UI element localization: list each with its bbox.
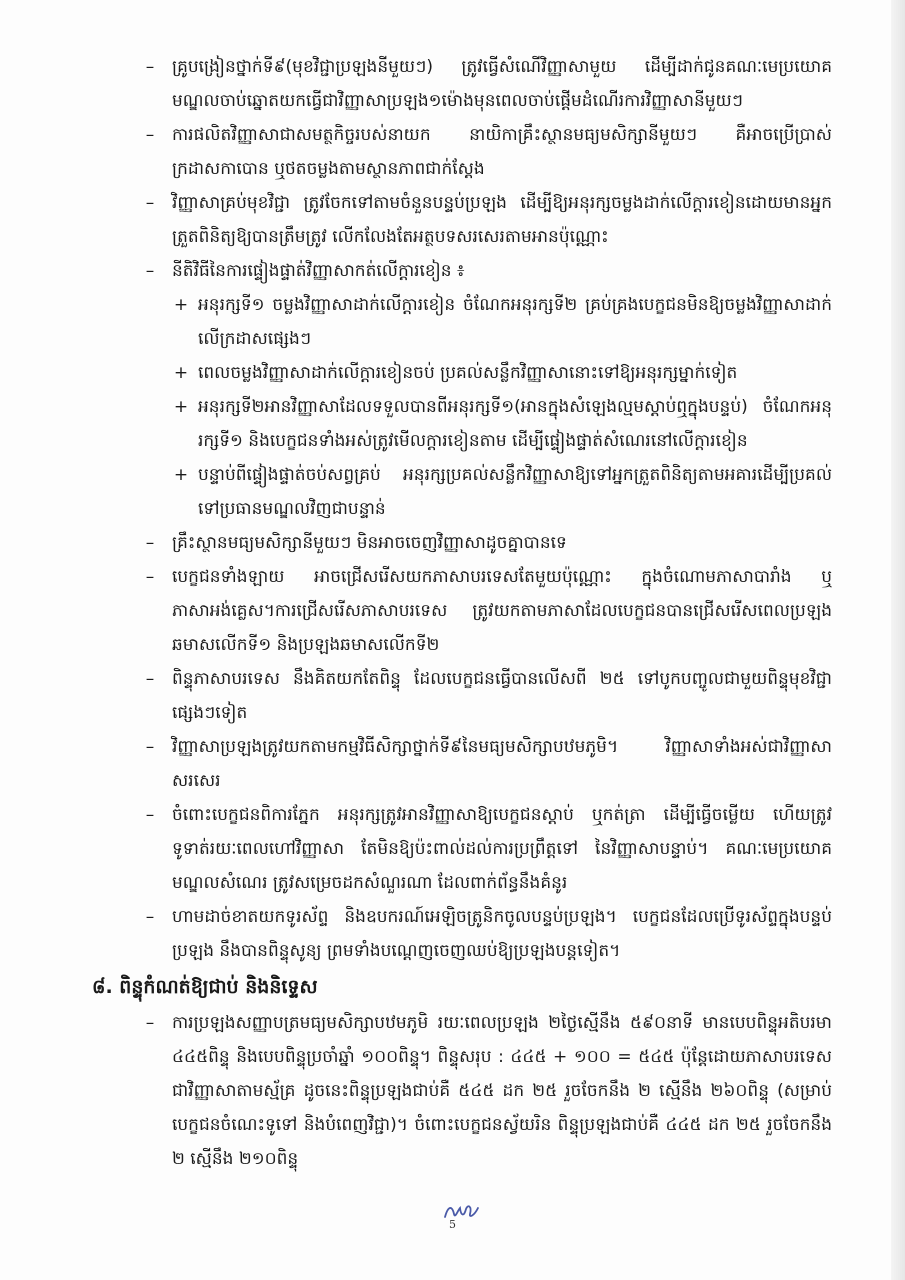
dash-marker: – [145, 669, 155, 689]
plus-marker: + [173, 397, 189, 417]
dash-marker: – [145, 737, 155, 757]
list-item [145, 186, 832, 254]
dash-marker: – [145, 567, 155, 587]
sub-list-item-text: អនុរក្សទី១ ចម្លងវិញ្ញាសាដាក់លើក្តារខៀន ចំណែកអនុរក្សទី២ គ្រប់គ្រងបេក្ខជនមិនឱ្យចម្លងវិញ្ញាសាដាក់លើក្រដាសផ្សេងៗ [198, 295, 832, 349]
plus-marker: + [173, 363, 189, 383]
list-item [145, 900, 832, 968]
list-item-text: ការផលិតវិញ្ញាសាជាសមត្ថកិច្ចរបស់នាយក នាយិកាគ្រឹះស្ថានមធ្យមសិក្សានីមួយៗ គឺអាចប្រើប្រាស់ក្រដាសកាបោន ឬថតចម្លងតាមស្ថានភាពជាក់ស្តែង [172, 125, 832, 179]
sub-list-item [173, 458, 832, 526]
sub-list-item [173, 288, 832, 356]
sub-list-item-text: អនុរក្សទី២អានវិញ្ញាសាដែលទទួលបានពីអនុរក្សទី១(អានក្នុងសំឡេងល្មមស្តាប់ឮក្នុងបន្ទប់) ចំណែកអនុរក្សទី១ និងបេក្ខជនទាំងអស់ត្រូវមើលក្តារខៀនតាម ដើម្បីផ្ទៀងផ្ទាត់សំណេរនៅលើក្តារខៀន [198, 397, 832, 451]
sub-list-item [173, 390, 832, 458]
list-item [145, 50, 832, 118]
dash-marker: – [145, 907, 155, 927]
plus-marker: + [173, 295, 189, 315]
sub-list-item [173, 356, 832, 390]
dash-marker: – [145, 261, 155, 281]
sub-list-item-text: ពេលចម្លងវិញ្ញាសាដាក់លើក្តារខៀនចប់ ប្រគល់សន្លឹកវិញ្ញាសានោះទៅឱ្យអនុរក្សម្នាក់ទៀត [198, 363, 738, 383]
dash-marker: – [145, 193, 155, 213]
dash-marker: – [145, 533, 155, 553]
list-item-text: ចំពោះបេក្ខជនពិការភ្នែក អនុរក្សត្រូវអានវិញ្ញាសាឱ្យបេក្ខជនស្តាប់ ឬកត់ត្រា ដើម្បីធ្វើចម្លើយ ហើយត្រូវទូទាត់រយៈពេលហៅវិញ្ញាសា តែមិនឱ្យប៉ះពាល់ដល់ការប្រព្រឹត្តទៅ នៃវិញ្ញាសាបន្ទាប់។ គណៈមេប្រយោគមណ្ឌលសំណេរ ត្រូវសម្រេចដកសំណួរណា ដែលពាក់ព័ន្ធនឹងគំនូរ [172, 805, 832, 893]
dash-marker: – [145, 805, 155, 825]
list-item-text: វិញ្ញាសាគ្រប់មុខវិជ្ជា ត្រូវចែកទៅតាមចំនួនបន្ទប់ប្រឡង ដើម្បីឱ្យអនុរក្សចម្លងដាក់លើក្តារខៀនដោយមានអ្នកត្រួតពិនិត្យឱ្យបានត្រឹមត្រូវ លើកលែងតែអត្ថបទសរសេរតាមអានប៉ុណ្ណោះ [172, 193, 832, 247]
list-item-text: បេក្ខជនទាំងឡាយ អាចជ្រើសរើសយកភាសាបរទេសតែមួយប៉ុណ្ណោះ ក្នុងចំណោមភាសាបារាំង ឬភាសាអង់គ្លេស។ការជ្រើសរើសភាសាបរទេស ត្រូវយកតាមភាសាដែលបេក្ខជនបានជ្រើសរើសពេលប្រឡងឆមាសលើកទី១ និងប្រឡងឆមាសលើកទី២ [172, 567, 832, 655]
document-body [0, 50, 905, 1176]
list-item [145, 730, 832, 798]
list-item [145, 662, 832, 730]
list-item [145, 118, 832, 186]
list-item-text: ការប្រឡងសញ្ញាបត្រមធ្យមសិក្សាបឋមភូមិ រយៈពេលប្រឡង ២ថ្ងៃស្មើនឹង ៥៩០នាទី មានបេបពិន្ទុអតិបរមា ៤៤៥ពិន្ទុ និងបេបពិន្ទុប្រចាំឆ្នាំ ១០០ពិន្ទុ។ ពិន្ទុសរុប : ៤៤៥ + ១០០ = ៥៤៥ ប៉ុន្តែដោយភាសាបរទេសជាវិញ្ញាសាតាមស្ម័គ្រ ដូចនេះពិន្ទុប្រឡងជាប់គឺ ៥៤៥ ដក ២៥ រួចចែកនឹង ២ ស្មើនឹង ២៦០ពិន្ទុ (សម្រាប់បេក្ខជនចំណេះទូទៅ និងបំពេញវិជ្ជា)។ ចំពោះបេក្ខជនស្វ័យរិន ពិន្ទុប្រឡងជាប់គឺ ៤៤៥ ដក ២៥ រួចចែកនឹង ២ ស្មើនឹង ២១០ពិន្ទុ [172, 1013, 832, 1169]
list-item-text: ពិន្ទុភាសាបរទេស នឹងគិតយកតែពិន្ទុ ដែលបេក្ខជនធ្វើបានលើសពី ២៥ ទៅបូកបញ្ចូលជាមួយពិន្ទុមុខវិជ្ជាផ្សេងៗទៀត [172, 669, 832, 723]
list-item-text: ហាមដាច់ខាតយកទូរស័ព្ទ និងឧបករណ៍អេឡិចត្រូនិកចូលបន្ទប់ប្រឡង។ បេក្ខជនដែលប្រើទូរស័ព្ទក្នុងបន្ទប់ប្រឡង នឹងបានពិន្ទុសូន្យ ព្រមទាំងបណ្តេញចេញឈប់ឱ្យប្រឡងបន្តទៀត។ [172, 907, 832, 961]
section-heading: ៨. ពិន្ទុកំណត់ឱ្យជាប់ និងនិទ្ទេស [92, 976, 318, 998]
page-number: 5 [449, 1218, 456, 1231]
list-item-text: គ្រូបង្រៀនថ្នាក់ទី៩(មុខវិជ្ជាប្រឡងនីមួយៗ) ត្រូវធ្វើសំណើវិញ្ញាសាមួយ ដើម្បីដាក់ជូនគណៈមេប្រយោគមណ្ឌលចាប់ឆ្នោតយកធ្វើជាវិញ្ញាសាប្រឡង១ម៉ោងមុនពេលចាប់ផ្តើមដំណើរការវិញ្ញាសានីមួយៗ [172, 57, 832, 111]
list-item-text: គ្រឹះស្ថានមធ្យមសិក្សានីមួយៗ មិនអាចចេញវិញ្ញាសាដូចគ្នាបានទេ [172, 533, 567, 553]
list-item-text: វិញ្ញាសាប្រឡងត្រូវយកតាមកម្មវិធីសិក្សាថ្នាក់ទី៩នៃមធ្យមសិក្សាបឋមភូមិ។ វិញ្ញាសាទាំងអស់ជាវិញ្ញាសាសរសេរ [172, 737, 832, 791]
sub-list-item-text: បន្ទាប់ពីផ្ទៀងផ្ទាត់ចប់សព្វគ្រប់ អនុរក្សប្រគល់សន្លឹកវិញ្ញាសាឱ្យទៅអ្នកត្រួតពិនិត្យតាមអគារដើម្បីប្រគល់ទៅប្រធានមណ្ឌលវិញជាបន្ទាន់ [198, 465, 832, 519]
dash-marker: – [145, 57, 155, 77]
plus-marker: + [173, 465, 189, 485]
dash-marker: – [145, 1013, 155, 1033]
dash-marker: – [145, 125, 155, 145]
list-item [145, 798, 832, 900]
list-item [145, 560, 832, 662]
list-item [145, 1006, 832, 1176]
list-item-text: នីតិវិធីនៃការផ្ទៀងផ្ទាត់វិញ្ញាសាកត់លើក្តារខៀន ៖ [172, 261, 465, 281]
list-item [145, 526, 832, 560]
list-item [145, 254, 832, 288]
